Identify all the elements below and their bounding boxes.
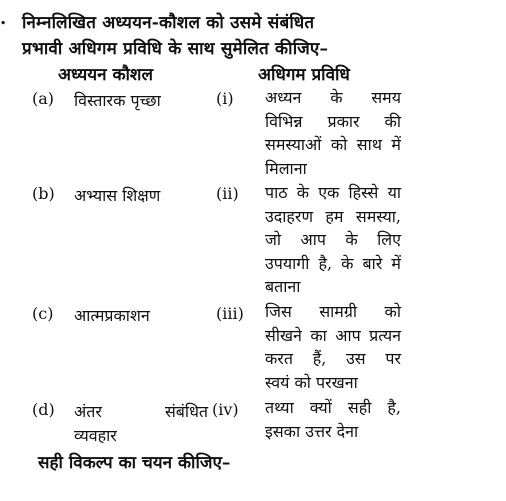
- row-ii-description-line: जो आप के लिए: [265, 230, 401, 250]
- question-line-2: प्रभावी अधिगम प्रविधि के साथ सुमेलित कीजिए–: [22, 39, 329, 59]
- column-header-study-skill: अध्ययन कौशल: [58, 65, 153, 85]
- row-d-term-word: अंतर संबंधित: [74, 402, 209, 421]
- row-i-description-line: अध्यन के समय: [265, 88, 401, 107]
- row-iv-description-line: तथ्या क्यों सही है,: [265, 398, 401, 417]
- row-a-term: विस्तारक पृच्छा: [74, 91, 161, 110]
- question-line-1: निम्नलिखित अध्ययन-कौशल को उसमे संबंधित: [22, 13, 315, 33]
- row-i-numeral: (i): [216, 89, 234, 108]
- row-a-label: (a): [32, 89, 55, 108]
- row-d-label: (d): [32, 400, 55, 419]
- instruction-choose-option: सही विकल्प का चयन कीजिए–: [38, 453, 231, 473]
- row-iv-description: [265, 396, 401, 443]
- row-ii-description-line: पाठ के एक हिस्से या: [265, 183, 401, 202]
- row-i-description-line: विभिन्न प्रकार की: [265, 111, 401, 131]
- row-iv-numeral: (iv): [212, 400, 239, 419]
- row-b-term: अभ्यास शिक्षण: [74, 186, 161, 205]
- row-iii-description-line: करत हैं, उस पर: [265, 349, 401, 369]
- row-c-term: आत्मप्रकाशन: [74, 306, 150, 325]
- row-i-description-line: समस्याओं को साथ में: [265, 135, 401, 155]
- row-ii-description: [265, 181, 401, 299]
- row-iii-numeral: (iii): [216, 304, 244, 323]
- row-i-description: [265, 86, 401, 180]
- column-header-learning-technique: अधिगम प्रविधि: [258, 65, 350, 85]
- row-iii-description: [265, 300, 401, 394]
- row-i-description-line: मिलाना: [265, 158, 307, 178]
- row-d-term: [74, 400, 209, 422]
- row-ii-description-line: बताना: [265, 277, 301, 297]
- row-ii-description-line: उपयागी है, के बारे में: [265, 253, 401, 273]
- row-iii-description-line: स्वयं को परखना: [265, 372, 358, 392]
- row-c-label: (c): [32, 304, 54, 323]
- question-bullet: .: [0, 8, 7, 29]
- row-b-label: (b): [32, 184, 55, 203]
- row-iii-description-line: सीखने का आप प्रत्यन: [265, 325, 401, 345]
- row-d-term-line-2: व्यवहार: [74, 426, 117, 445]
- row-iii-description-line: जिस सामग्री को: [265, 302, 401, 321]
- row-ii-numeral: (ii): [216, 184, 239, 203]
- row-iv-description-line: इसका उत्तर देना: [265, 421, 359, 441]
- row-ii-description-line: उदाहरण हम समस्या,: [265, 206, 401, 226]
